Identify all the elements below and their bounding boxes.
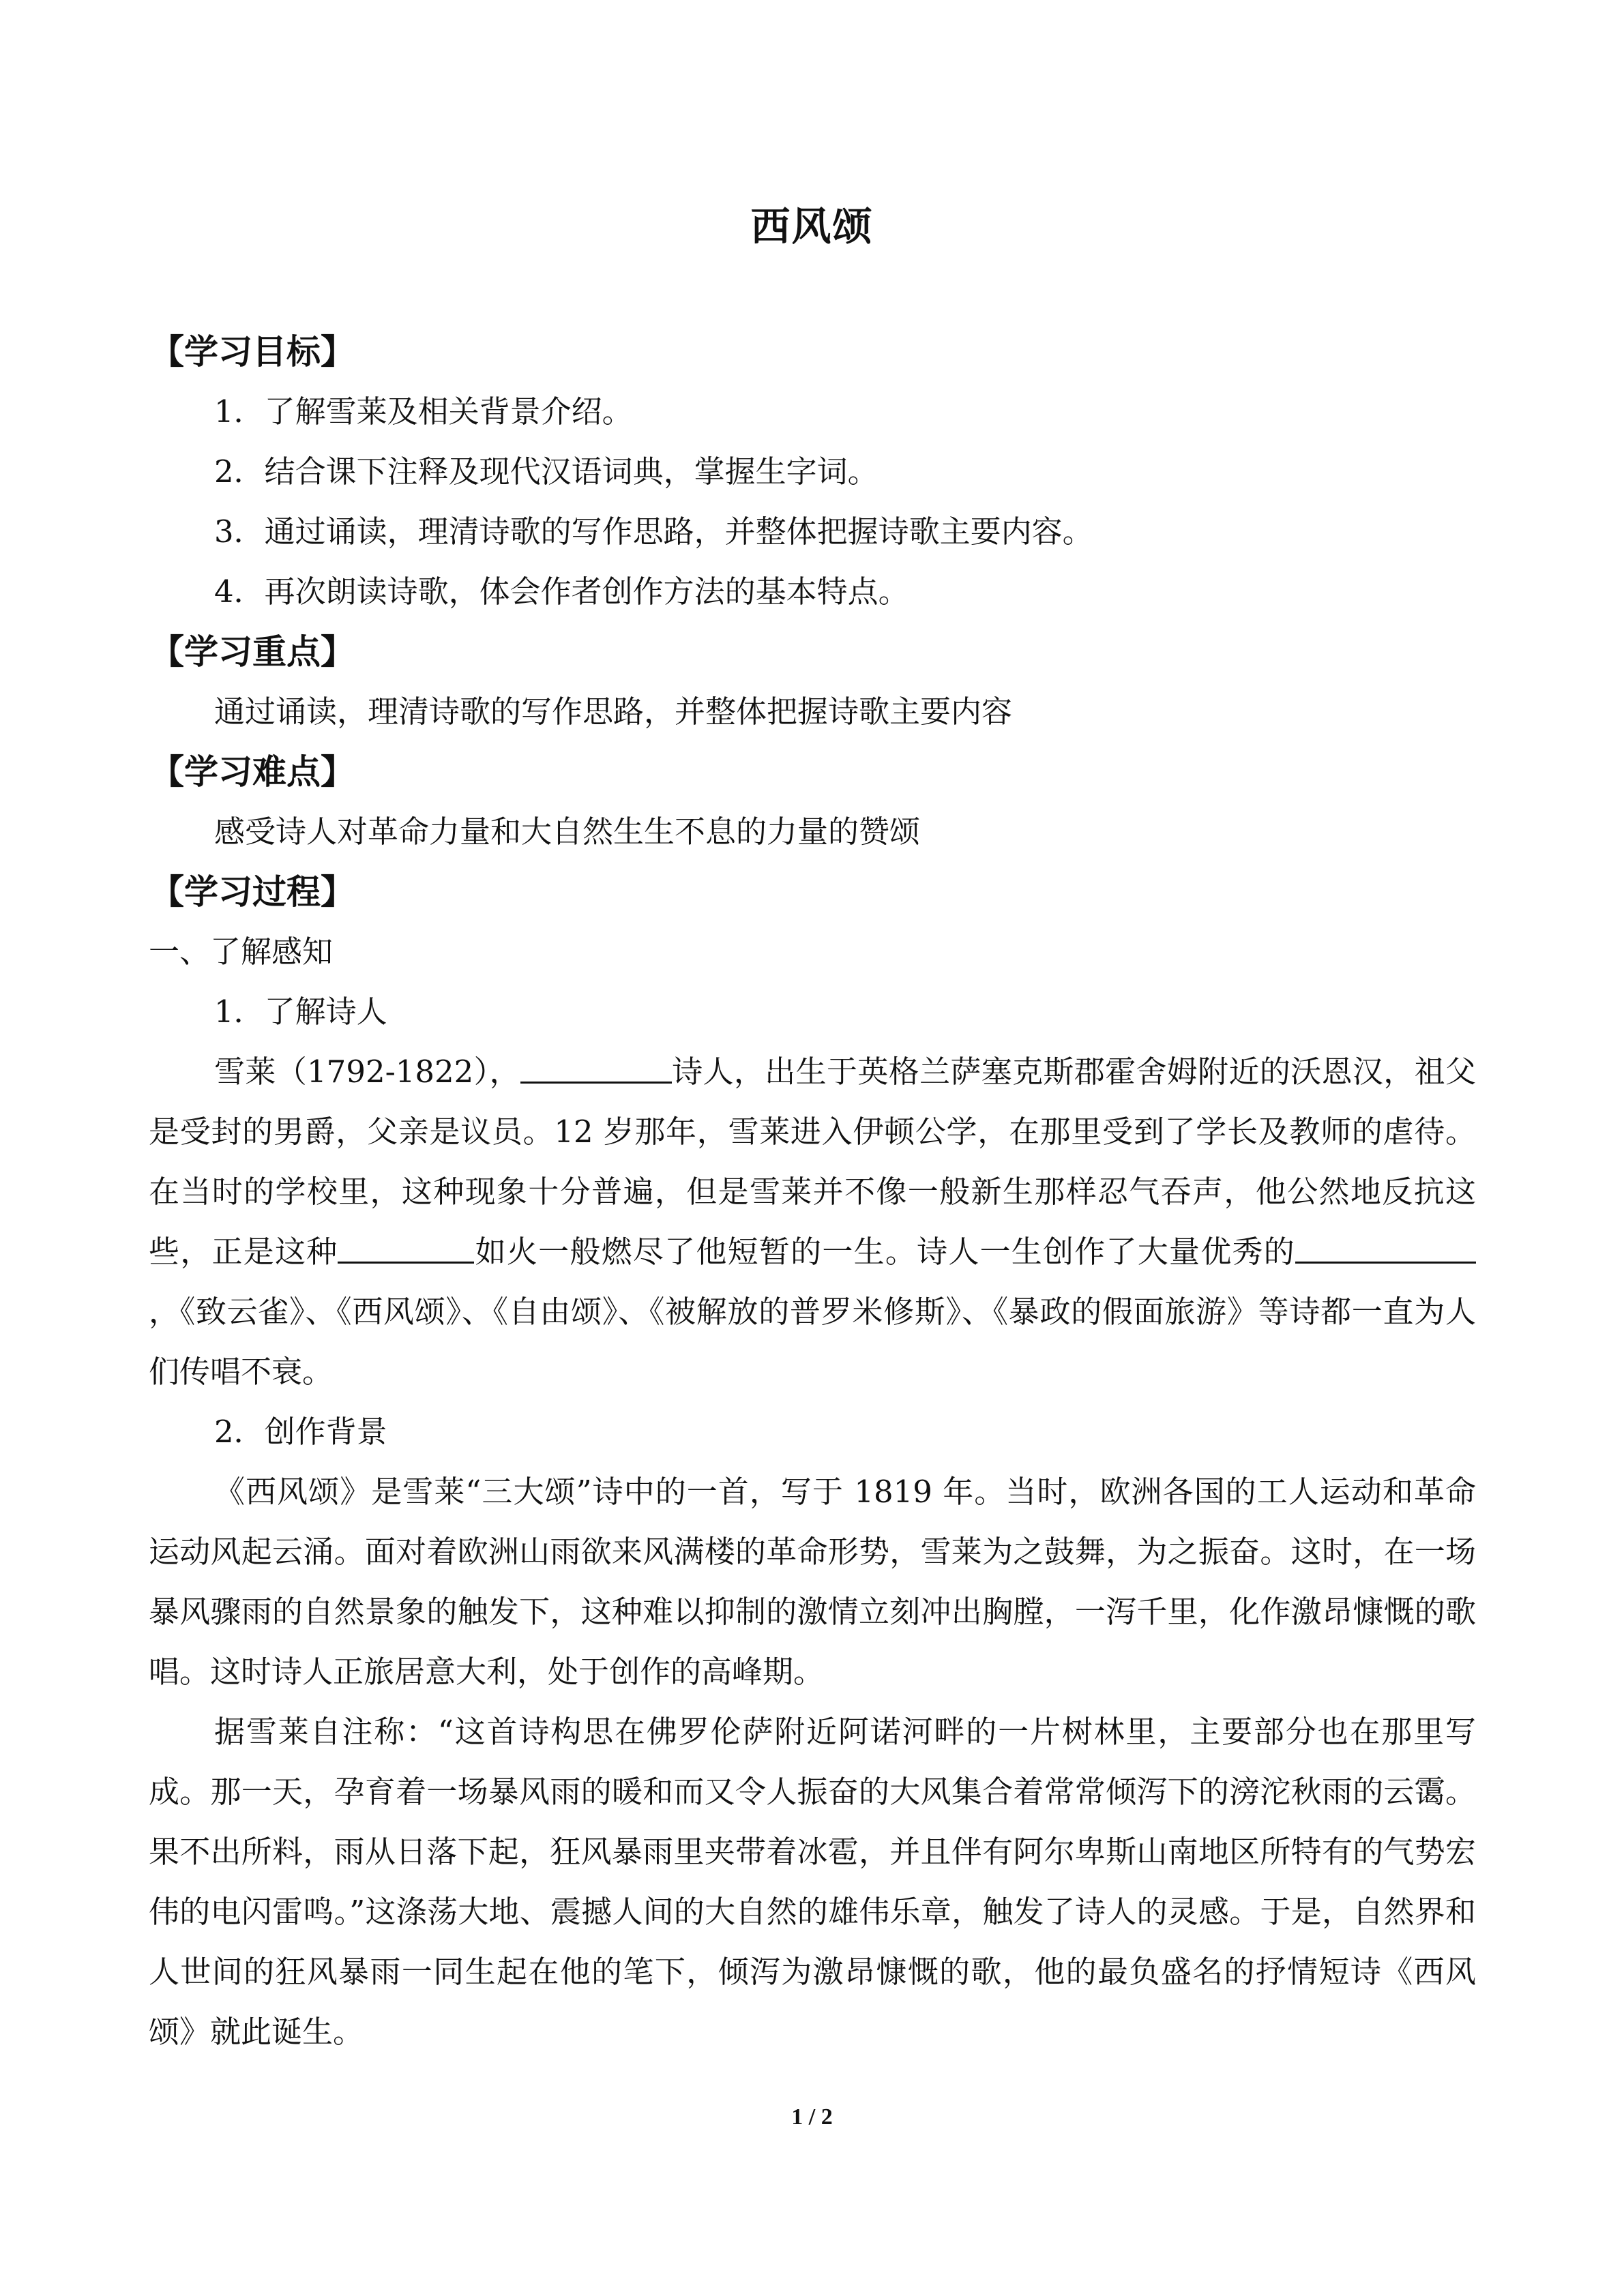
fill-in-blank: [520, 1049, 672, 1084]
goal-item: 1．了解雪莱及相关背景介绍。: [214, 393, 633, 430]
goal-item: 2．结合课下注释及现代汉语词典，掌握生字词。: [214, 453, 879, 490]
document-body: [149, 322, 1476, 2062]
subsection-background-title: 2．创作背景: [214, 1414, 387, 1450]
background-paragraph: 据雪莱自注称：“这首诗构思在佛罗伦萨附近阿诺河畔的一片树林里，主要部分也在那里写成。那一天，孕育着一场暴风雨的暖和而又令人振奋的大风集合着常常倾泻下的滂沱秋雨的云霭。果不出所料，雨从日落下起，狂风暴雨里夹带着冰雹，并且伴有阿尔卑斯山南地区所特有的气势宏伟的电闪雷鸣。”这涤荡大地、震撼人间的大自然的雄伟乐章，触发了诗人的灵感。于是，自然界和人世间的狂风暴雨一同生起在他的笔下，倾泻为激昂慷慨的歌，他的最负盛名的抒情短诗《西风颂》就此诞生。: [149, 1714, 1476, 2050]
part-one-title: 一、了解感知: [149, 934, 334, 970]
key-points-text: 通过诵读，理清诗歌的写作思路，并整体把握诗歌主要内容: [214, 694, 1013, 730]
poet-paragraph-text: 诗人，出生于英格兰萨塞克斯郡霍舍姆附近的沃恩汉，祖父是受封的男爵，父亲是议员。12 岁那年，雪莱进入伊顿公学，在那里受到了学长及教师的虐待。在当时的学校里，这种现象十分普遍，但是雪莱并不像一般新生那样忍气吞声，他公然地反抗这些，正是这种: [149, 1054, 1476, 1270]
page-number: 1 / 2: [791, 2104, 833, 2130]
process-heading: 【学习过程】: [150, 872, 355, 912]
poet-paragraph: [149, 1042, 1476, 1402]
poet-paragraph-text: ，《致云雀》、《西风颂》、《自由颂》、《被解放的普罗米修斯》、《暴政的假面旅游》等诗都一直为人们传唱不衰。: [149, 1294, 1476, 1390]
difficulties-heading: 【学习难点】: [150, 752, 355, 792]
goal-item: 3．通过诵读，理清诗歌的写作思路，并整体把握诗歌主要内容。: [214, 513, 1093, 550]
goal-item: 4．再次朗读诗歌，体会作者创作方法的基本特点。: [214, 573, 909, 610]
fill-in-blank: [1295, 1229, 1476, 1264]
document-title: 西风颂: [750, 203, 874, 250]
key-points-heading: 【学习重点】: [150, 632, 355, 672]
background-paragraph: 《西风颂》是雪莱“三大颂”诗中的一首，写于 1819 年。当时，欧洲各国的工人运动和革命运动风起云涌。面对着欧洲山雨欲来风满楼的革命形势，雪莱为之鼓舞，为之振奋。这时，在一场暴风骤雨的自然景象的触发下，这种难以抑制的激情立刻冲出胸膛，一泻千里，化作激昂慷慨的歌唱。这时诗人正旅居意大利，处于创作的高峰期。: [149, 1474, 1476, 1690]
fill-in-blank: [338, 1229, 474, 1264]
poet-paragraph-text: 雪莱（1792-1822），: [214, 1054, 520, 1090]
subsection-poet-title: 1．了解诗人: [214, 994, 387, 1030]
goals-heading: 【学习目标】: [150, 332, 355, 372]
poet-paragraph-text: 如火一般燃尽了他短暂的一生。诗人一生创作了大量优秀的: [474, 1234, 1295, 1270]
difficulties-text: 感受诗人对革命力量和大自然生生不息的力量的赞颂: [214, 814, 921, 850]
